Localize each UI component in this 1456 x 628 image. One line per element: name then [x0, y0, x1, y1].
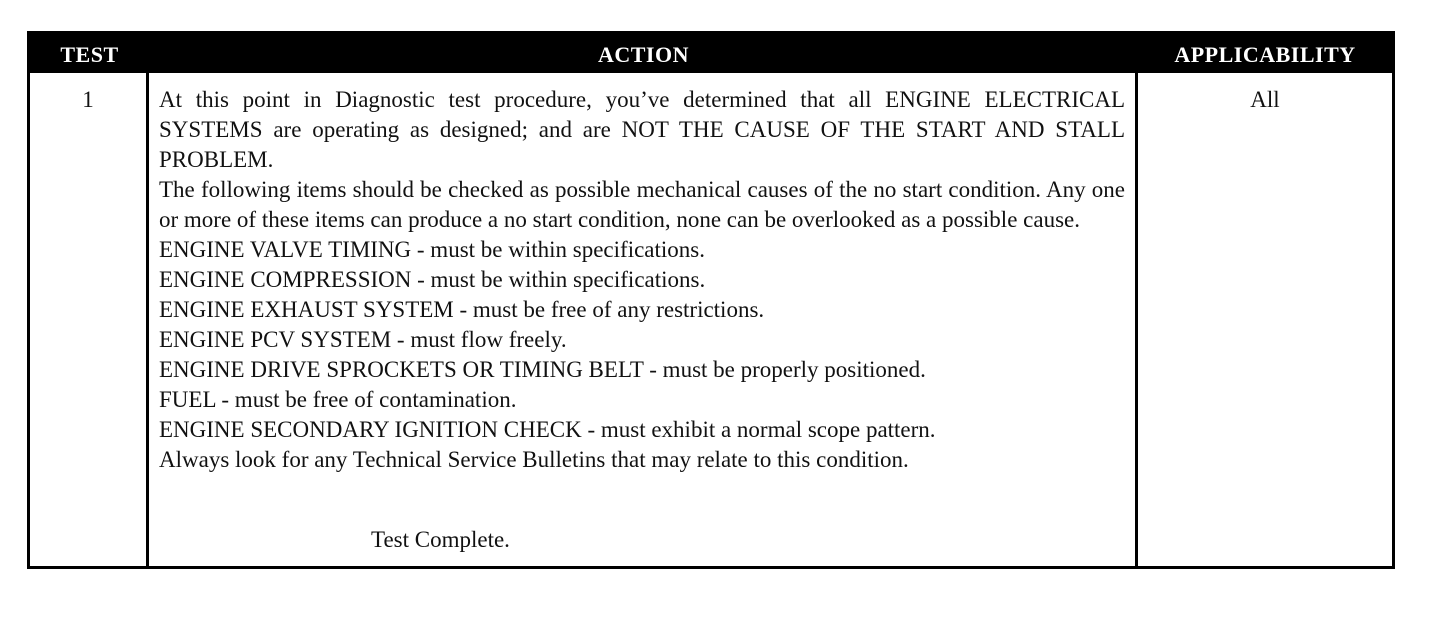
action-cell — [149, 73, 1138, 566]
action-instruction-paragraph: The following items should be checked as possible mechanical causes of the no start condition. Any one or more of these items can produce a no start condition, none can be overlooked as a possible cause. — [159, 177, 1125, 232]
applicability-cell: All — [1250, 87, 1280, 112]
header-action: ACTION — [149, 34, 1138, 73]
check-item: ENGINE VALVE TIMING - must be within specifications. — [159, 237, 705, 262]
action-intro-paragraph: At this point in Diagnostic test procedure, you’ve determined that all ENGINE ELECTRICAL SYSTEMS are operating as designed; and are NOT THE CAUSE OF THE START AND STALL PROBLEM. — [159, 87, 1125, 172]
diagnostic-procedure-table — [27, 31, 1395, 569]
check-item: FUEL - must be free of contamination. — [159, 387, 517, 412]
header-applicability: APPLICABILITY — [1138, 34, 1392, 73]
check-item: ENGINE PCV SYSTEM - must flow freely. — [159, 327, 567, 352]
test-complete-text: Test Complete. — [371, 527, 510, 552]
header-test: TEST — [30, 34, 149, 73]
check-item: ENGINE SECONDARY IGNITION CHECK - must exhibit a normal scope pattern. — [159, 417, 936, 442]
check-item: Always look for any Technical Service Bulletins that may relate to this condition. — [159, 447, 909, 472]
test-number-cell: 1 — [30, 73, 149, 566]
check-item: ENGINE COMPRESSION - must be within specifications. — [159, 267, 706, 292]
check-item: ENGINE DRIVE SPROCKETS OR TIMING BELT - must be properly positioned. — [159, 357, 926, 382]
check-item: ENGINE EXHAUST SYSTEM - must be free of any restrictions. — [159, 297, 765, 322]
